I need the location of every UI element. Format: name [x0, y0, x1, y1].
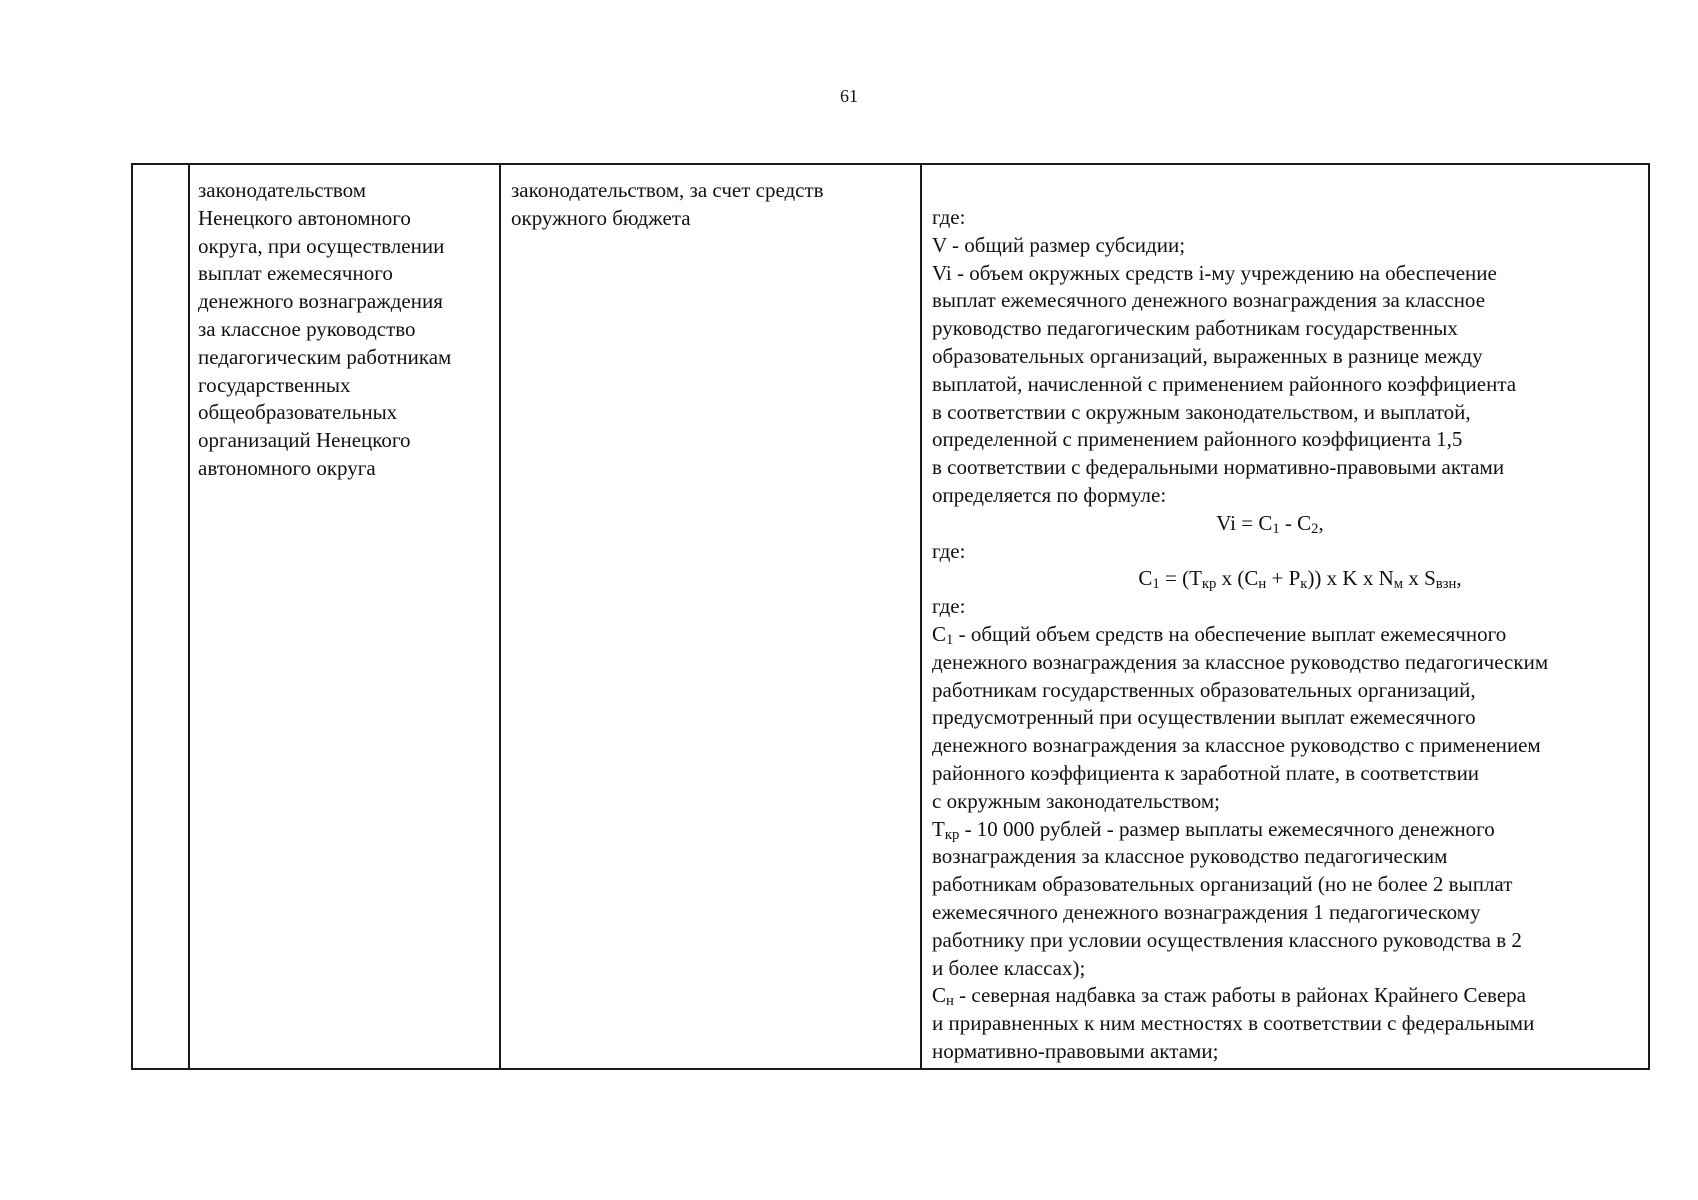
text-line: денежного вознаграждения за классное руководство педагогическим	[932, 649, 1549, 674]
text-line: денежного вознаграждения за классное руководство с применением	[932, 733, 1541, 758]
text-line: педагогическим работникам	[198, 344, 452, 369]
text-line: работникам государственных образовательных организаций,	[932, 677, 1476, 702]
text-line: денежного вознаграждения	[198, 289, 443, 314]
text-line: организаций Ненецкого	[198, 428, 411, 453]
definition-tkr	[932, 816, 1648, 844]
text-line: предусмотренный при осуществлении выплат ежемесячного	[932, 705, 1476, 730]
text-line: где:	[932, 205, 966, 229]
text-line: в соответствии с федеральными нормативно-правовыми актами	[932, 455, 1505, 480]
text-line: районного коэффициента к заработной плате, в соответствии	[932, 760, 1480, 785]
text-line: государственных	[198, 372, 351, 397]
text-line: работникам образовательных организаций (но не более 2 выплат	[932, 872, 1513, 897]
formula-part: ,	[1318, 510, 1324, 535]
symbol: C	[932, 983, 947, 1008]
page-number: 61	[840, 86, 858, 106]
formula-subscript: 1	[1152, 576, 1160, 593]
text-line: Ненецкого автономного	[198, 205, 411, 230]
definition-text: - общий объем средств на обеспечение выплат ежемесячного	[953, 621, 1507, 646]
text-line: определенной с применением районного коэффициента 1,5	[932, 427, 1463, 452]
regulation-table	[131, 163, 1650, 1070]
definition-text: - 10 000 рублей - размер выплаты ежемесячного денежного	[959, 816, 1495, 841]
symbol-subscript: н	[946, 993, 954, 1010]
formula-subscript: 2	[1311, 520, 1319, 537]
definition-text: - северная надбавка за стаж работы в районах Крайнего Севера	[953, 983, 1526, 1008]
formula-part: - C	[1279, 510, 1312, 535]
table-column-method	[922, 165, 1648, 1068]
formula-part: ,	[1456, 566, 1462, 591]
text-line: законодательством	[198, 178, 367, 202]
definition-cn	[932, 982, 1648, 1010]
table-column-conditions	[501, 165, 922, 1068]
formula-subscript: к	[1300, 576, 1308, 593]
symbol: C	[932, 621, 947, 646]
table-column-number	[133, 165, 190, 1068]
text-line: образовательных организаций, выраженных в разнице между	[932, 343, 1483, 368]
formula-subscript: н	[1258, 576, 1267, 593]
table-column-purpose	[190, 165, 501, 1068]
text-line: где:	[932, 538, 966, 563]
text-line: окружного бюджета	[511, 205, 691, 230]
text-line: выплат ежемесячного денежного вознаграждения за классное	[932, 288, 1486, 313]
text-line: с окружным законодательством;	[932, 788, 1221, 813]
formula-subscript: взн	[1435, 576, 1457, 593]
symbol-subscript: кр	[944, 826, 960, 843]
formula-part: )) x K x N	[1307, 566, 1394, 591]
text-line: и более классах);	[932, 955, 1086, 980]
formula-part: x S	[1403, 566, 1436, 591]
formula-subscript: м	[1393, 576, 1404, 593]
formula-vi	[932, 510, 1648, 538]
text-line: ежемесячного денежного вознаграждения 1 педагогическому	[932, 899, 1481, 924]
formula-part: + P	[1266, 566, 1301, 591]
text-line: руководство педагогическим работникам государственных	[932, 316, 1458, 341]
text-line: в соответствии с окружным законодательством, и выплатой,	[932, 399, 1471, 424]
text-line: где:	[932, 594, 966, 619]
text-line: законодательством, за счет средств	[511, 178, 824, 202]
text-line: Vi - объем окружных средств i-му учреждению на обеспечение	[932, 260, 1497, 285]
symbol: T	[932, 816, 945, 841]
text-line: выплатой, начисленной с применением районного коэффициента	[932, 371, 1517, 396]
text-line: автономного округа	[198, 455, 376, 480]
text-line: и приравненных к ним местностях в соответствии с федеральными	[932, 1011, 1535, 1036]
text-line: общеобразовательных	[198, 400, 398, 425]
text-line: определяется по формуле:	[932, 482, 1167, 507]
symbol-subscript: 1	[946, 631, 954, 648]
formula-part: C	[1138, 566, 1153, 591]
text-line: за классное руководство	[198, 316, 416, 341]
formula-part: x (C	[1216, 566, 1259, 591]
text-line: округа, при осуществлении	[198, 233, 445, 258]
text-line: выплат ежемесячного	[198, 261, 393, 286]
formula-subscript: кр	[1201, 576, 1217, 593]
text-line: V - общий размер субсидии;	[932, 232, 1186, 257]
formula-part: = (T	[1159, 566, 1202, 591]
text-line: вознаграждения за классное руководство педагогическим	[932, 844, 1448, 869]
formula-part: Vi = C	[1216, 510, 1273, 535]
formula-c1	[932, 565, 1648, 593]
text-line: нормативно-правовыми актами;	[932, 1038, 1219, 1063]
formula-subscript: 1	[1272, 520, 1280, 537]
text-line: работнику при условии осуществления классного руководства в 2	[932, 927, 1522, 952]
definition-c1	[932, 621, 1648, 649]
